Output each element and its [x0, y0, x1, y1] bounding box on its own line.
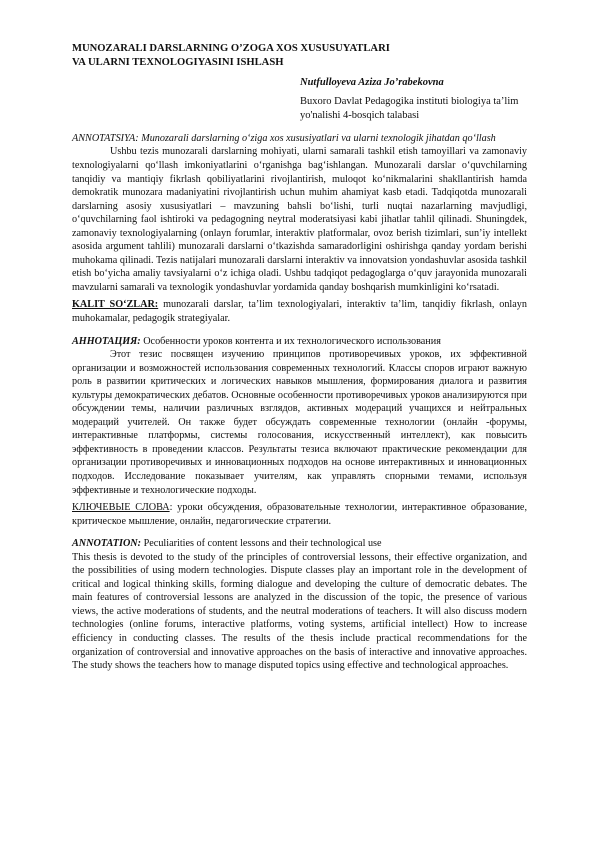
ru-keywords-text: : уроки обсуждения, образовательные технологии, интерактивное образование, критическое мышление, онлайн, педагогические стратегии. [72, 502, 527, 527]
title-line-2: VA ULARNI TEXNOLOGIYASINI ISHLASH [72, 56, 284, 68]
document-page [72, 42, 527, 673]
ru-keywords-label: КЛЮЧЕВЫЕ СЛОВА [72, 502, 170, 514]
en-annotation-heading [72, 537, 527, 551]
paper-title [72, 42, 527, 69]
author-block [300, 76, 527, 122]
affiliation-line-1: Buxoro Davlat Pedagogika instituti biologiya ta’lim [300, 96, 519, 108]
ru-annotation-label: АННОТАЦИЯ: [72, 335, 141, 347]
uz-abstract-body: Ushbu tezis munozarali darslarning mohiyati, ularni samarali tashkil etish tamoyillari va zamonaviy texnologiyalarni qo‘llash imkoniyatlarini o‘rganishga bag‘ishlangan. Munozarali darslar o‘quvchilarning tanqidiy va mantiqiy fikrlash qobiliyatlarini rivojlantirish, muloqot ko‘nikmalarini shakllantirish hamda demokratik munozara madaniyatini rivojlantirish uchun muhim ahamiyat kasb etadi. Tadqiqotda munozarali darslarning asosiy xususiyatlari – mavzuning bahsli bo‘lishi, turli nuqtai nazarlarning mavjudligi, o‘quvchilarning faol ishtiroki va pedagogning neytral moderatsiyasi kabi jihatlar tahlil qilinadi. Shuningdek, zamonaviy texnologiyalarning (onlayn forumlar, interaktiv platformalar, ovoz berish tizimlari, sun’iy intellekt asosida argument tahlili) munozarali darslarni o‘tkazishda samaradorligini oshirishga qanday yordam berishi muhokama qilinadi. Tezis natijalari munozarali darslarni interaktiv va innovatsion yondashuvlar asosida tashkil etish bo‘yicha amaliy tavsiyalarni o‘z ichiga oladi. Ushbu tadqiqot pedagoglarga o‘quv jarayonida munozarali mavzularni samarali va texnologik yondashuvlar yordamida qanday boshqarish mumkinligini ko‘rsatadi. [72, 146, 527, 293]
uz-annotation-heading [72, 132, 527, 146]
uz-keywords-text: munozarali darslar, ta’lim texnologiyalari, interaktiv ta’lim, tanqidiy fikrlash, onlayn muhokamalar, pedagogik strategiyalar. [72, 299, 527, 324]
uz-annotation-title: Munozarali darslarning o‘ziga xos xususiyatlari va ularni texnologik jihatdan qo‘llash [138, 132, 496, 144]
en-abstract-body: This thesis is devoted to the study of the principles of controversial lessons, their effective organization, and the possibilities of using modern technologies. Dispute classes play an important role in the development of critical and logical thinking skills, forming dialogue and developing the culture of democratic debates. The main features of controversial lessons are analyzed in the discussion of the topic, the presence of various views, the active moderations of students, and the neutral moderations of teachers. It will also discuss modern technologies (online forums, interactive platforms, voting systems, artificial intellect) How to increase efficiency in conducting classes. The results of the thesis include practical recommendations for the organization of controversial and innovative approaches on the basis of interactive and innovative approaches. The study shows the teachers how to manage disputed topics using effective and technological approaches. [72, 551, 527, 672]
en-annotation-label: ANNOTATION: [72, 538, 142, 550]
ru-abstract-body: Этот тезис посвящен изучению принципов противоречивых уроков, их эффективной организации и возможностей использования современных технологий. Классы споров играют важную роль в развитии критических и логических навыков мышления, формирования диалога и развития культуры демократических дебатов. Основные особенности противоречивых уроков анализируются при обсуждении темы, наличии различных взглядов, активных модераций учащихся и нейтральных модераций учителей. Он также будет обсуждать современные технологии (онлайн -форумы, интерактивные платформы, системы голосования, искусственный интеллект), как повысить эффективность в проведении классов. Результаты тезиса включают практические рекомендации для организации противоречивых и инновационных подходов на основе интерактивных и инновационных подходов. Исследование показывает учителям, как управлять спорными темами, используя эффективные и технологические подходы. [72, 349, 527, 496]
ru-annotation-title: Особенности уроков контента и их технологического использования [140, 335, 441, 347]
ru-annotation-heading [72, 335, 527, 349]
uz-keywords [72, 298, 527, 325]
author-affiliation [300, 95, 527, 122]
ru-keywords [72, 501, 527, 528]
title-line-1: MUNOZARALI DARSLARNING O’ZOGA XOS XUSUSUYATLARI [72, 43, 390, 54]
author-name: Nutfulloyeva Aziza Jo’rabekovna [300, 77, 444, 88]
uz-keywords-label: KALIT SO‘ZLAR: [72, 299, 159, 311]
affiliation-line-2: yo'nalishi 4-bosqich talabasi [300, 109, 420, 121]
uz-annotation-label: ANNOTATSIYA: [72, 132, 139, 144]
en-annotation-title: Peculiarities of content lessons and their technological use [141, 538, 382, 550]
